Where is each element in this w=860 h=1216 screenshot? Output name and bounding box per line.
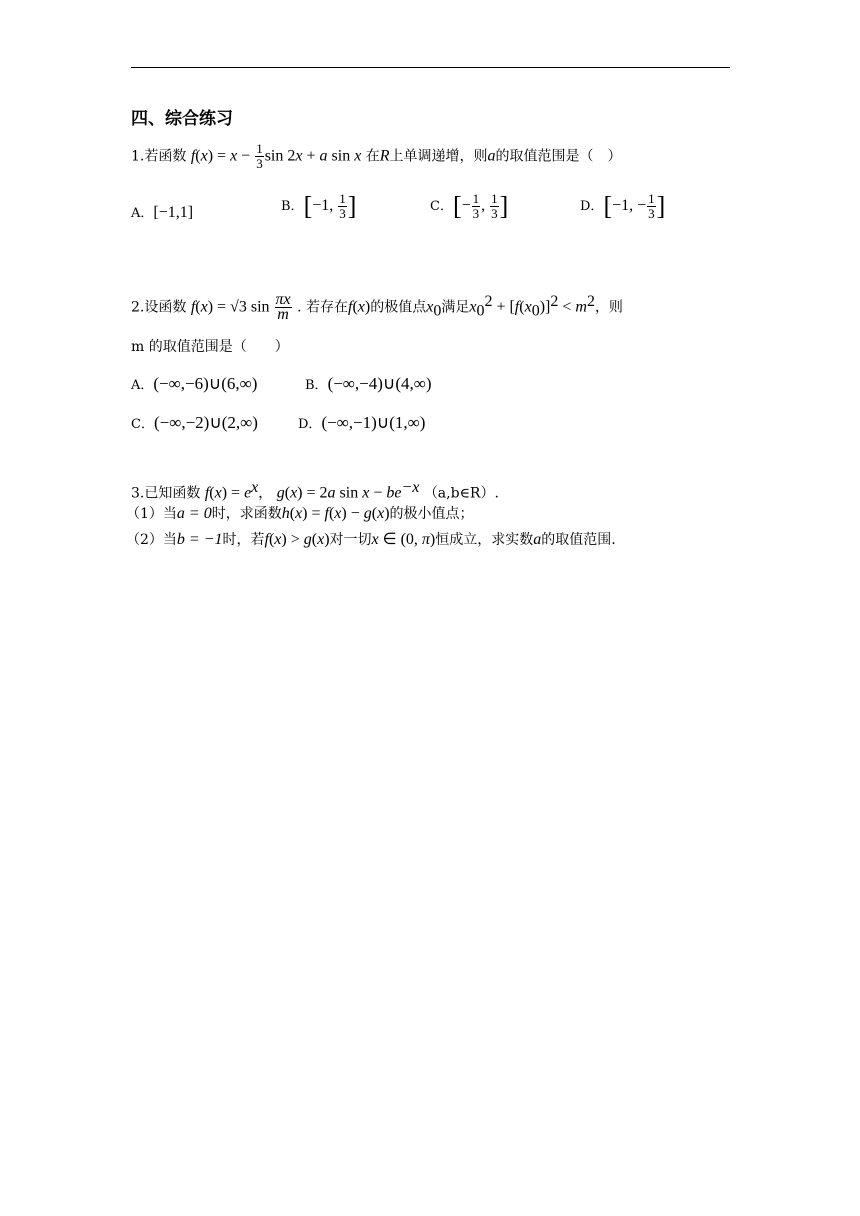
q2-option-c: C．(−∞,−2)∪(2,∞) — [131, 413, 258, 432]
q1-option-c: C．[− $\frac{1}{3}$ , $\frac{1}{3}$ ] — [430, 191, 509, 221]
q3-part-1: （1）当a = 0时，求函数h(x) = f(x) − g(x)的极小值点； — [126, 505, 474, 522]
question-2: 2.设函数 f(x) = √3 sin $\frac{\pi x}{m}$ . 若存在f(x)的极值点$x_0$满足$x_0^2 + [f(x_0)]^2 < m^2$，则 — [131, 291, 623, 324]
q1-option-b: B．[−1, $\frac{1}{3}$ ] — [281, 191, 357, 221]
section-title: 四、综合练习 — [131, 109, 233, 129]
header-rule — [131, 67, 730, 68]
q3-part-2: （2）当b = −1时，若f(x) > g(x)对一切x ∈ (0, π)恒成立，求实数a的取值范围. — [126, 531, 616, 548]
q2-option-d: D．(−∞,−1)∪(1,∞) — [298, 413, 426, 432]
q1-formula: f — [190, 147, 196, 165]
q2-option-b: B．(−∞,−4)∪(4,∞) — [305, 374, 432, 393]
question-3: 3.已知函数 $f(x) = e^x$， g(x) = 2a $\sin x - be^{-x}$ （a,b∈R）. — [131, 479, 499, 502]
question-1: 1.若函数 f(x) = x − $\frac{1}{3}$ sin 2x + a sin x 在R上单调递增，则a的取值范围是（ ） — [131, 141, 622, 171]
q1-option-a: A．[−1,1] — [131, 204, 194, 221]
q2-line-2: m 的取值范围是（ ） — [131, 339, 289, 355]
q1-option-d: D．[−1, − $\frac{1}{3}$ ] — [580, 191, 666, 221]
q2-option-a: A．(−∞,−6)∪(6,∞) — [131, 374, 258, 393]
